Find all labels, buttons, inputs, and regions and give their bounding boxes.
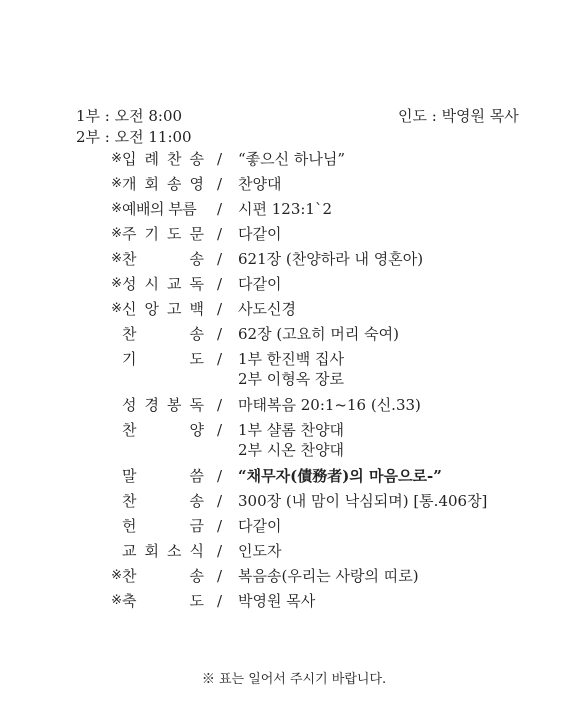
label-char: 시 bbox=[144, 275, 159, 293]
separator: / bbox=[217, 517, 223, 535]
order-item bbox=[0, 324, 588, 349]
standing-mark: ※ bbox=[111, 176, 122, 191]
label-char: 교 bbox=[122, 542, 137, 560]
order-item-value bbox=[238, 466, 442, 486]
order-item-value bbox=[238, 224, 281, 244]
label-char: 성 bbox=[122, 275, 137, 293]
worship-leader: 인도 : 박영원 목사 bbox=[398, 107, 519, 125]
label-char: 축 bbox=[122, 592, 137, 610]
label-char: 소 bbox=[167, 542, 182, 560]
service-time-1: 1부 : 오전 8:00 bbox=[76, 107, 183, 125]
label-char: 도 bbox=[189, 592, 204, 610]
separator: / bbox=[217, 150, 223, 168]
separator: / bbox=[217, 592, 223, 610]
standing-mark: ※ bbox=[111, 301, 122, 316]
standing-mark: ※ bbox=[111, 226, 122, 241]
label-char: 봉 bbox=[167, 396, 182, 414]
value-line: 300장 (내 맘이 낙심되며) [통.406장] bbox=[238, 492, 488, 510]
order-item bbox=[0, 591, 588, 616]
label-char: 식 bbox=[189, 542, 204, 560]
label-char: 헌 bbox=[122, 517, 137, 535]
order-item-value bbox=[238, 566, 419, 586]
label-char: 말 bbox=[122, 467, 137, 485]
label-char: 앙 bbox=[144, 300, 159, 318]
order-item-label bbox=[122, 274, 204, 294]
order-item-label bbox=[122, 249, 204, 269]
label-char: 도 bbox=[189, 350, 204, 368]
standing-mark: ※ bbox=[111, 251, 122, 266]
value-line: 마태복음 20:1~16 (신.33) bbox=[238, 396, 421, 414]
order-item-value bbox=[238, 395, 421, 415]
label-char: 독 bbox=[189, 275, 204, 293]
label-char: 영 bbox=[189, 175, 204, 193]
separator: / bbox=[217, 300, 223, 318]
value-line: 62장 (고요히 머리 숙여) bbox=[238, 325, 400, 343]
order-item bbox=[0, 516, 588, 541]
order-item-value bbox=[238, 541, 281, 561]
order-item bbox=[0, 224, 588, 249]
standing-mark: ※ bbox=[111, 201, 122, 216]
order-item-value bbox=[238, 174, 281, 194]
standing-mark: ※ bbox=[111, 151, 122, 166]
order-item-value bbox=[238, 420, 344, 460]
order-item-value bbox=[238, 516, 281, 536]
order-item-label bbox=[122, 395, 204, 415]
separator: / bbox=[217, 200, 223, 218]
order-item-label bbox=[122, 324, 204, 344]
value-line-2: 2부 시온 찬양대 bbox=[238, 441, 345, 459]
separator: / bbox=[217, 492, 223, 510]
order-item-value bbox=[238, 349, 344, 389]
value-line: 인도자 bbox=[238, 542, 282, 560]
order-item-value bbox=[238, 324, 399, 344]
order-item-label bbox=[122, 224, 204, 244]
label-char: 주 bbox=[122, 225, 137, 243]
value-line: “좋으신 하나님” bbox=[238, 150, 346, 168]
label-char: 교 bbox=[167, 275, 182, 293]
label-char: 신 bbox=[122, 300, 137, 318]
value-line: 다같이 bbox=[238, 275, 282, 293]
order-item-label bbox=[122, 541, 204, 561]
order-item-label bbox=[122, 349, 204, 369]
separator: / bbox=[217, 225, 223, 243]
label-char: 송 bbox=[189, 567, 204, 585]
label-char: 씀 bbox=[189, 467, 204, 485]
value-line: 찬양대 bbox=[238, 175, 282, 193]
value-line-2: 2부 이형옥 장로 bbox=[238, 370, 345, 388]
separator: / bbox=[217, 350, 223, 368]
order-item-value bbox=[238, 199, 332, 219]
order-item-label bbox=[122, 199, 204, 219]
order-item-label bbox=[122, 299, 204, 319]
order-item bbox=[0, 149, 588, 174]
order-item-value bbox=[238, 591, 315, 611]
order-item bbox=[0, 491, 588, 516]
label-char: 송 bbox=[189, 150, 204, 168]
label-char: 찬 bbox=[122, 492, 137, 510]
order-item bbox=[0, 420, 588, 466]
order-item bbox=[0, 299, 588, 324]
value-line: 다같이 bbox=[238, 225, 282, 243]
standing-mark: ※ bbox=[111, 593, 122, 608]
separator: / bbox=[217, 567, 223, 585]
order-item-value bbox=[238, 274, 281, 294]
separator: / bbox=[217, 396, 223, 414]
label-char: 금 bbox=[189, 517, 204, 535]
label-char: 송 bbox=[189, 325, 204, 343]
order-item-label bbox=[122, 466, 204, 486]
label-char: 경 bbox=[144, 396, 159, 414]
value-line: 박영원 목사 bbox=[238, 592, 316, 610]
label-char: 도 bbox=[167, 225, 182, 243]
value-line: 1부 한진백 집사 bbox=[238, 350, 345, 368]
value-line: 시편 123:1`2 bbox=[238, 200, 333, 218]
value-line: 621장 (찬양하라 내 영혼아) bbox=[238, 250, 424, 268]
separator: / bbox=[217, 250, 223, 268]
label-char: 고 bbox=[167, 300, 182, 318]
standing-mark: ※ bbox=[111, 276, 122, 291]
separator: / bbox=[217, 421, 223, 439]
value-line: 복음송(우리는 사랑의 띠로) bbox=[238, 567, 419, 585]
label-char: 예배의 부름 bbox=[122, 200, 197, 218]
label-char: 찬 bbox=[167, 150, 182, 168]
label-char: 입 bbox=[122, 150, 137, 168]
order-item-value bbox=[238, 149, 345, 169]
order-item-label bbox=[122, 174, 204, 194]
order-item-label bbox=[122, 516, 204, 536]
label-char: 송 bbox=[189, 250, 204, 268]
label-char: 회 bbox=[144, 175, 159, 193]
separator: / bbox=[217, 175, 223, 193]
label-char: 회 bbox=[144, 542, 159, 560]
value-line: 사도신경 bbox=[238, 300, 296, 318]
order-item-label bbox=[122, 566, 204, 586]
label-char: 례 bbox=[144, 150, 159, 168]
order-item bbox=[0, 274, 588, 299]
label-char: 찬 bbox=[122, 325, 137, 343]
order-item bbox=[0, 395, 588, 420]
label-char: 송 bbox=[189, 492, 204, 510]
order-item bbox=[0, 349, 588, 395]
order-item-value bbox=[238, 491, 487, 511]
service-time-2: 2부 : 오전 11:00 bbox=[76, 128, 192, 146]
separator: / bbox=[217, 325, 223, 343]
label-char: 송 bbox=[167, 175, 182, 193]
separator: / bbox=[217, 467, 223, 485]
order-item bbox=[0, 199, 588, 224]
label-char: 찬 bbox=[122, 421, 137, 439]
order-item bbox=[0, 174, 588, 199]
order-item-label bbox=[122, 420, 204, 440]
value-line: 다같이 bbox=[238, 517, 282, 535]
order-item-value bbox=[238, 249, 423, 269]
label-char: 개 bbox=[122, 175, 137, 193]
order-item-label bbox=[122, 491, 204, 511]
label-char: 기 bbox=[144, 225, 159, 243]
order-item-value bbox=[238, 299, 296, 319]
label-char: 기 bbox=[122, 350, 137, 368]
label-char: 찬 bbox=[122, 567, 137, 585]
label-char: 양 bbox=[189, 421, 204, 439]
label-char: 독 bbox=[189, 396, 204, 414]
order-item-label bbox=[122, 149, 204, 169]
standing-mark: ※ bbox=[111, 568, 122, 583]
order-item bbox=[0, 566, 588, 591]
label-char: 문 bbox=[189, 225, 204, 243]
order-item bbox=[0, 249, 588, 274]
label-char: 백 bbox=[189, 300, 204, 318]
order-item bbox=[0, 466, 588, 491]
order-item bbox=[0, 541, 588, 566]
label-char: 성 bbox=[122, 396, 137, 414]
separator: / bbox=[217, 542, 223, 560]
value-line: 1부 샬롬 찬양대 bbox=[238, 421, 345, 439]
value-line: “채무자(債務者)의 마음으로-” bbox=[238, 467, 442, 485]
order-of-worship bbox=[0, 149, 588, 616]
order-item-label bbox=[122, 591, 204, 611]
separator: / bbox=[217, 275, 223, 293]
standing-note: ※ 표는 일어서 주시기 바랍니다. bbox=[201, 672, 387, 687]
label-char: 찬 bbox=[122, 250, 137, 268]
